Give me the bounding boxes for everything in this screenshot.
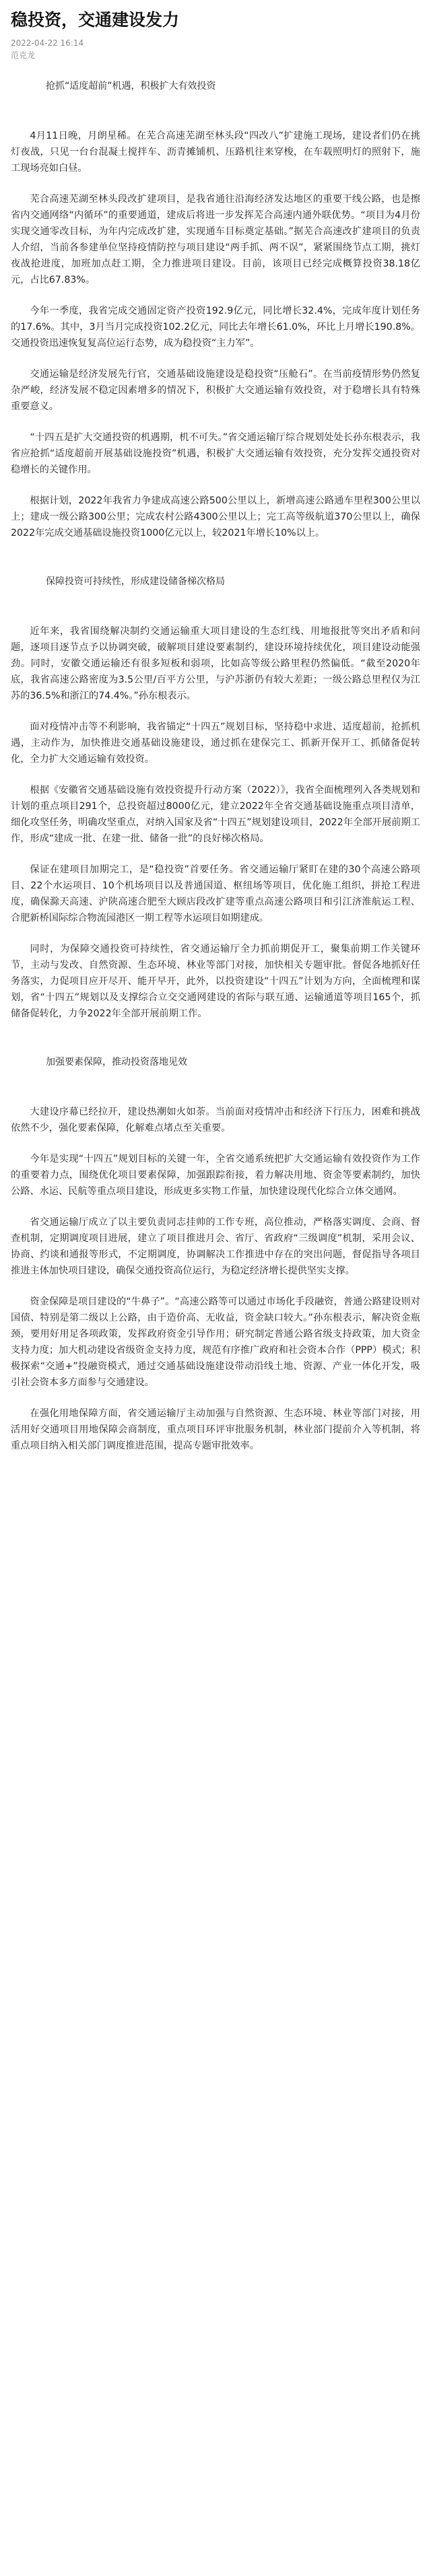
paragraph: 面对疫情冲击等不利影响，我省锚定“十四五”规划目标，坚持稳中求进、适度超前，抢抓机遇，主动作为，加快推进交通基础设施建设，通过抓在建保完工、抓新开保开工、抓储备促转化，全力扩大交通运输有效投资。 <box>11 722 420 765</box>
paragraph: 省交通运输厅成立了以主要负责同志挂帅的工作专班，高位推动，严格落实调度、会商、督查机制，定期调度项目进展，建立了项目推进月会、省厅、省政府“三级调度”机制，采用会议、协商、约谈和通报等形式，不定期调度，协调解决工作推进中存在的突出问题，督促指导各项目推进主体加快项目建设，确保交通投资高位运行，为稳定经济增长提供坚实支撑。 <box>11 1217 420 1276</box>
paragraph: 大建设序幕已经拉开，建设热潮如火如荼。当前面对疫情冲击和经济下行压力，困难和挑战依然不少，强化要素保障，化解难点堵点至关重要。 <box>11 1107 420 1134</box>
section-heading: 加强要素保障，推动投资落地见效 <box>46 1057 187 1068</box>
paragraph: 今年一季度，我省完成交通固定资产投资192.9亿元，同比增长32.4%，完成年度计划任务的17.6%。其中，3月当月完成投资102.2亿元，同比去年增长61.0%，环比上月增长190.8%。交通投资迅速恢复复高位运行态势，成为稳投资“主力军”。 <box>11 306 420 349</box>
paragraph: 4月11日晚，月朗星稀。在芜合高速芜湖至林头段“四改八”扩建施工现场，建设者们仍在挑灯夜战，只见一台台混凝土搅拌车、沥青摊铺机、压路机往来穿梭，在车载照明灯的照射下，施工现场亮如白昼。 <box>11 131 420 174</box>
author-name[interactable]: 范克龙 <box>11 50 36 60</box>
paragraph: 资金保障是项目建设的“牛鼻子”。“高速公路等可以通过市场化手段融资，普通公路建设则对国债、特别是第二级以上公路，由于造价高、无收益，资金缺口较大。”孙东根表示，解决资金瓶颈，要用好用足各项政策，发挥政府资金引导作用；研究制定普通公路省级支持政策，加大资金支持力度；加大机动建设省级资金支持力度，规范有序推广政府和社会资本合作（PPP）模式；积极探索“交通+”投融资模式，通过交通基础设施建设带动沿线土地、资源、产业一体化开发，吸引社会资本多方面参与交通建设。 <box>11 1296 420 1388</box>
paragraph: 根据计划，2022年我省力争建成高速公路500公里以上，新增高速公路通车里程300公里以上；建成一级公路300公里；完成农村公路4300公里以上；完工高等级航道370公里以上，确保2022年完成交通基础设施投资1000亿元以上，较2021年增长10%以上。 <box>11 495 420 538</box>
section-3 <box>11 1055 420 1454</box>
paragraph: 同时，为保障交通投资可持续性，省交通运输厅全力抓前期促开工，聚集前期工作关键环节，主动与发改、自然资源、生态环境、林业等部门对接，加快相关专题审批。督促各地抓好任务落实，力促项目应开尽开、能开早开，此外，以投资建设“十四五”计划为方向，全面梳理和谋划，省“十四五”规划以及支撑综合立交交通网建设的省际与联互通、运输通道等项目165个，抓储备促转化，力争2022年全部开展前期工作。 <box>11 944 420 1019</box>
paragraph: 保证在建项目加期完工，是“稳投资”首要任务。省交通运输厅紧盯在建的30个高速公路项目、22个水运项目、10个机场项目以及普通国道、枢纽场等项目，优化施工组织，拼抢工程进度，确保滁天高速、沪陕高速合肥至大顾店段改扩建等重点高速公路项目和引江济淮航运工程、合肥新桥国际综合物流园港区一期工程等水运项目如期建成。 <box>11 864 420 924</box>
paragraph: 今年是实现“十四五”规划目标的关键一年，全省交通系统把扩大交通运输有效投资作为工作的重要着力点，围绕优化项目要素保障，加强跟踪衔接，着力解决用地、资金等要素制约，加快公路、水运、民航等重点项目建设，形成更多实物工作量，加快建设现代化综合立体交通网。 <box>11 1154 420 1197</box>
paragraph: 近年来，我省围绕解决制约交通运输重大项目建设的生态红线、用地报批等突出矛盾和问题，逐项目逐节点予以协调突破，破解项目建设要素制约，建设环境持续优化，项目建设动能强劲。同时，安徽交通运输还有很多短板和弱项，比如高等级公路里程仍然偏低。“截至2020年底，我省高速公路密度为3.5公里/百平方公里，与沪苏浙仍有较大差距；一级公路总里程仅为江苏的36.5%和浙江的74.4%。”孙东根表示。 <box>11 626 420 701</box>
publish-date: 2022-04-22 16:14 <box>11 38 84 48</box>
section-2 <box>11 575 420 1022</box>
section-1 <box>11 79 420 541</box>
paragraph: 交通运输是经济发展先行官，交通基础设施建设是稳投资“压舱石”。在当前疫情形势仍然复杂严峻，经济发展不稳定因素增多的情况下，积极扩大交通运输有效投资，对于稳增长具有特殊重要意义。 <box>11 369 420 412</box>
paragraph: “十四五是扩大交通投资的机遇期，机不可失。”省交通运输厅综合规划处处长孙东根表示，我省应抢抓“适度超前开展基础设施投资”机遇，积极扩大交通运输有效投资，充分发挥交通投资对稳增长的关键作用。 <box>11 432 420 475</box>
article-title: 稳投资，交通建设发力 <box>11 10 180 30</box>
paragraph: 根据《安徽省交通基础设施有效投资提升行动方案（2022）》，我省全面梳理列入各类规划和计划的重点项目291个，总投资超过8000亿元，建立2022年全省交通基础设施重点项目清单，细化攻坚任务，明确攻坚重点，对纳入国家及省“十四五”规划建设项目，2022年全部开展前期工作，形成“建成一批、在建一批、储备一批”的良好梯次格局。 <box>11 785 420 844</box>
paragraph: 在强化用地保障方面，省交通运输厅主动加强与自然资源、生态环境、林业等部门对接，用活用好交通项目用地保障会商制度，重点项目环评审批服务机制，林业部门提前介入等机制，将重点项目纳入相关部门调度推进范围，提高专题审批效率。 <box>11 1408 420 1451</box>
section-heading: 保障投资可持续性，形成建设储备梯次格局 <box>46 576 225 587</box>
paragraph: 芜合高速芜湖至林头段改扩建项目，是我省通往沿海经济发达地区的重要干线公路，也是擦省内交通网络“内循环”的重要通道，建成后将进一步发挥芜合高速内通外联优势。“项目为4月份实现交通零改目标，为年内完成改扩建，实现通车目标奠定基础。”据芜合高速改扩建项目的负责人介绍，当前各参建单位坚持疫情防控与项目建设“两手抓、两不误”，紧紧围绕节点工期，挑灯夜战抢进度，加班加点赶工期，全力推进项目建设。目前，该项目已经完成概算投资38.18亿元，占比67.83%。 <box>11 194 420 285</box>
section-heading: 抢抓“适度超前”机遇，积极扩大有效投资 <box>46 81 216 92</box>
